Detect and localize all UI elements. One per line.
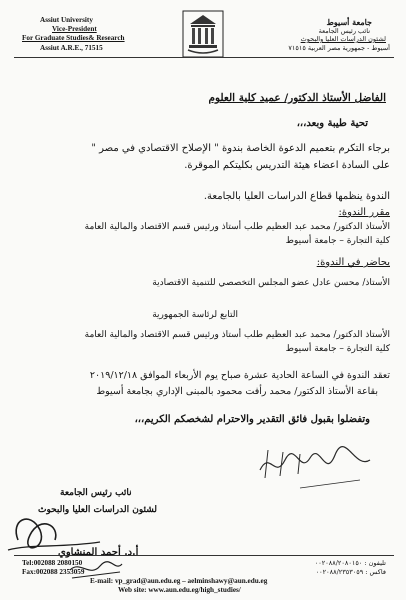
signatory-title-1: نائب رئيس الجامعة <box>60 488 132 498</box>
footer-tel-ar: تليفون : ٠٠٢٠٨٨/٢٠٨٠١٥٠ <box>314 559 386 567</box>
header-location-en: Assiut A.R.E., 71515 <box>40 44 103 52</box>
header-university-en: Assiut University <box>40 16 93 24</box>
body-line-1: برجاء التكرم بتعميم الدعوة الخاصة بندوة " الإصلاح الاقتصادي في مصر " <box>91 143 390 154</box>
speaker-2-affiliation: كلية التجارة – جامعة أسيوط <box>285 344 390 354</box>
footer-divider <box>14 555 394 556</box>
header-office-ar: نائب رئيس الجامعة <box>318 27 370 35</box>
schedule-line-1: تعقد الندوة في الساعة الحادية عشرة صباح يوم الأربعاء الموافق ٢٠١٩/١٢/١٨ <box>89 370 390 381</box>
header-office-en: Vice-President <box>52 25 97 33</box>
header-university-ar: جامعة أسيوط <box>326 17 372 27</box>
rapporteur-heading: مقرر الندوة: <box>338 207 390 218</box>
speaker-1-name: الأستاذ/ محسن عادل عضو المجلس التخصصي للتنمية الاقتصادية <box>152 278 390 288</box>
footer-fax-ar: فاكس : ٠٠٢٠٨٨/٢٣٥٣٠٥٩ <box>315 568 386 576</box>
handwritten-initials <box>240 430 390 500</box>
signatory-title-2: لشئون الدراسات العليا والبحوث <box>38 505 157 515</box>
footer-email[interactable]: E-mail: vp_grad@aun.edu.eg – aelminshawy@aun.edu.eg <box>90 577 268 585</box>
speaker-2-name: الأستاذ الدكتور/ محمد عبد العظيم طلب أستاذ ورئيس قسم الاقتصاد والمالية العامة <box>84 330 390 340</box>
rapporteur-name: الأستاذ الدكتور/ محمد عبد العظيم طلب أستاذ ورئيس قسم الاقتصاد والمالية العامة <box>84 222 390 232</box>
speakers-heading: يحاضر في الندوة: <box>316 257 390 268</box>
closing-line: وتفضلوا بقبول فائق التقدير والاحترام لشخصكم الكريم،،، <box>134 414 370 425</box>
header-division-en: For Graduate Studies& Research <box>22 34 125 42</box>
header-divider <box>14 57 394 58</box>
rapporteur-affiliation: كلية التجارة – جامعة أسيوط <box>285 236 390 246</box>
greeting: تحية طيبة وبعد،،، <box>296 118 368 129</box>
addressee: الفاضل الأستاذ الدكتور/ عميد كلية العلوم <box>208 92 386 104</box>
footer-tel: Tel:002088 2080150 <box>22 559 83 567</box>
body-line-2: على السادة اعضاء هيئة التدريس بكليتكم الموقرة. <box>184 160 390 171</box>
header-location-ar: أسيوط - جمهورية مصر العربية ٧١٥١٥ <box>288 44 390 52</box>
header-division-ar: لشئون الدراسات العليا والبحوث <box>300 35 386 43</box>
body-line-3: الندوة ينظمها قطاع الدراسات العليا بالجامعة. <box>203 191 390 202</box>
footer-website[interactable]: Web site: www.aun.edu.eg/high_studies/ <box>118 586 241 594</box>
footer-fax: Fax:002088 2353059 <box>22 568 85 576</box>
schedule-line-2: بقاعة الأستاذ الدكتور/ محمد رأفت محمود بالمبنى الإداري بجامعة أسيوط <box>96 386 378 397</box>
speaker-1-affiliation: التابع لرئاسة الجمهورية <box>152 310 238 320</box>
university-emblem-icon <box>182 10 224 58</box>
signatory-name: أ.د. أحمد المنشاوي <box>58 547 139 558</box>
